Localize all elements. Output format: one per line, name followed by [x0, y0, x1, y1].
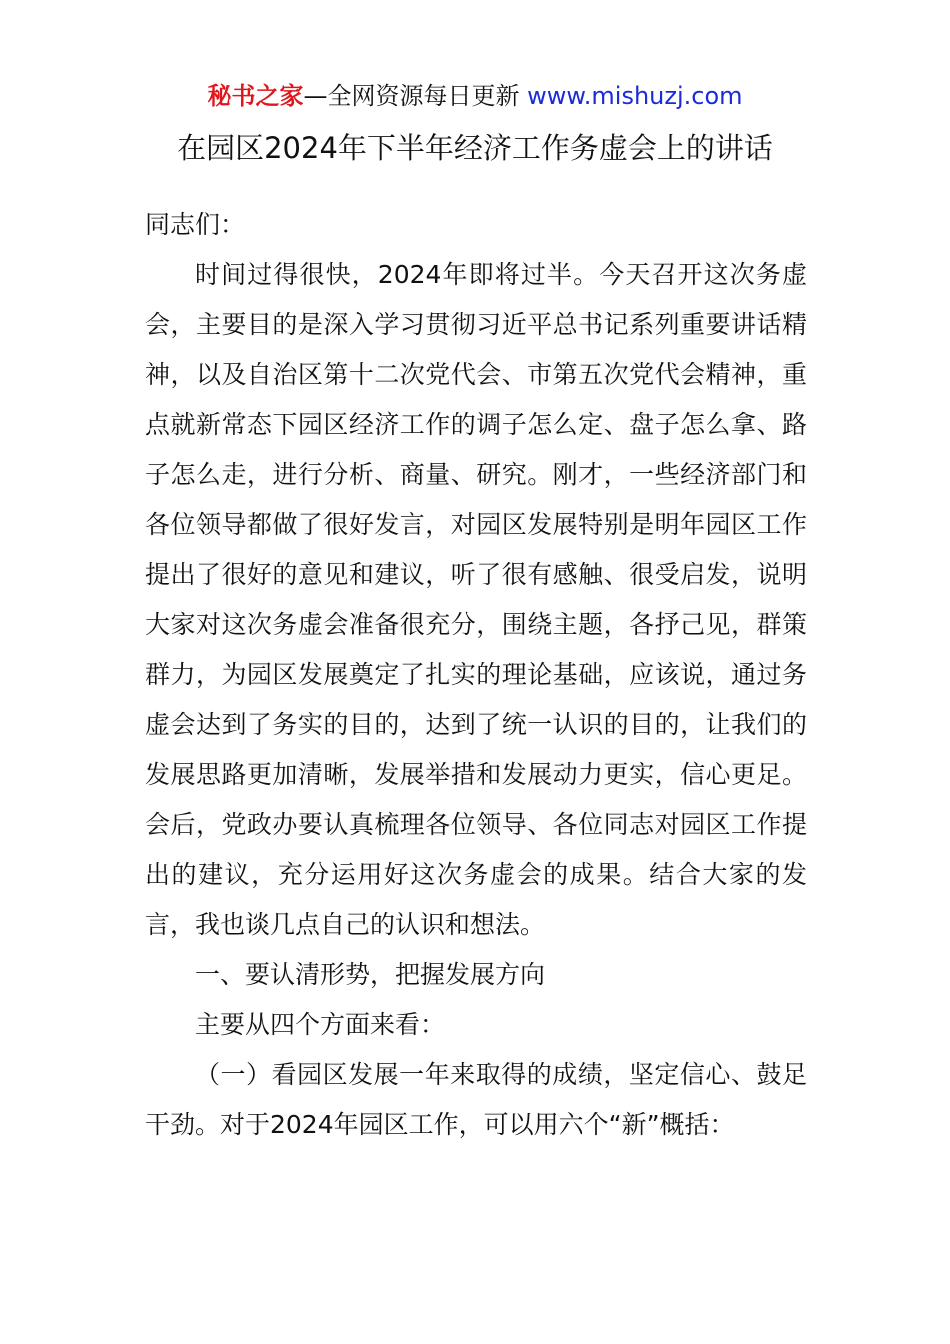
salutation: 同志们： — [145, 210, 246, 239]
site-header-banner — [0, 80, 950, 112]
header-tagline: —全网资源每日更新 — [303, 82, 520, 110]
document-title: 在园区2024年下半年经济工作务虚会上的讲话 — [177, 131, 773, 165]
document-body — [145, 200, 807, 1150]
site-url-link[interactable]: www.mishuzj.com — [527, 82, 743, 110]
brand-name: 秘书之家 — [207, 82, 304, 110]
body-paragraph: 主要从四个方面来看： — [195, 1010, 446, 1039]
subsection-paragraph: （一）看园区发展一年来取得的成绩，坚定信心、鼓足干劲。对于2024年园区工作，可以用六个“新”概括： — [145, 1060, 807, 1139]
body-paragraph: 时间过得很快，2024年即将过半。今天召开这次务虚会，主要目的是深入学习贯彻习近平总书记系列重要讲话精神，以及自治区第十二次党代会、市第五次党代会精神，重点就新常态下园区经济工作的调子怎么定、盘子怎么拿、路子怎么走，进行分析、商量、研究。刚才，一些经济部门和各位领导都做了很好发言，对园区发展特别是明年园区工作提出了很好的意见和建议，听了很有感触、很受启发，说明大家对这次务虚会准备很充分，围绕主题，各抒己见，群策群力，为园区发展奠定了扎实的理论基础，应该说，通过务虚会达到了务实的目的，达到了统一认识的目的，让我们的发展思路更加清晰，发展举措和发展动力更实，信心更足。会后，党政办要认真梳理各位领导、各位同志对园区工作提出的建议，充分运用好这次务虚会的成果。结合大家的发言，我也谈几点自己的认识和想法。 — [145, 260, 807, 939]
section-heading: 一、要认清形势，把握发展方向 — [195, 960, 546, 989]
